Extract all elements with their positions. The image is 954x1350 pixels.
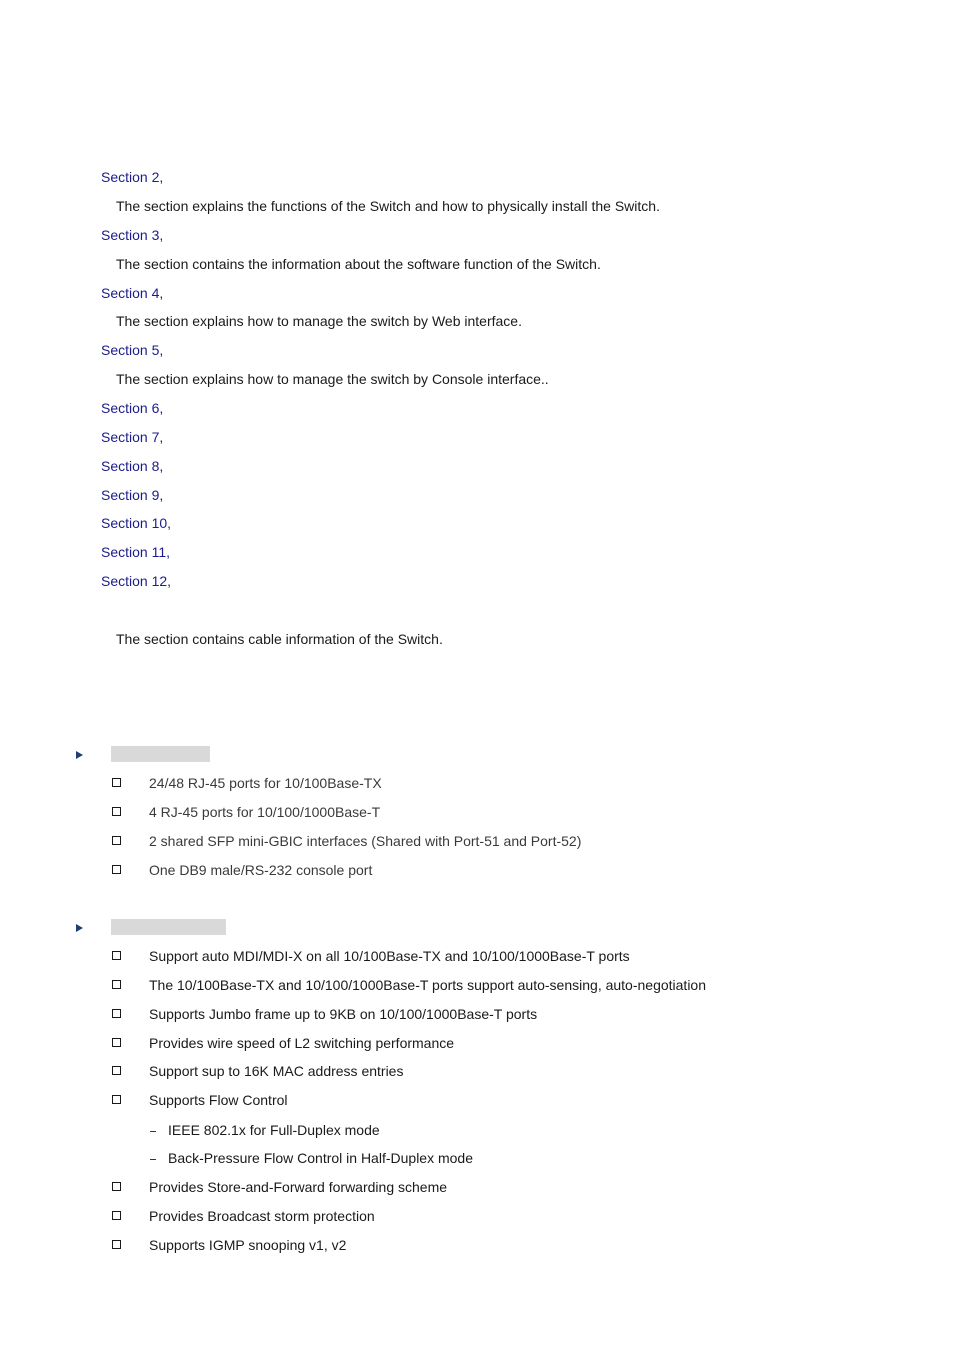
checkbox-icon (112, 1066, 121, 1075)
section-label: Section 8 (101, 458, 160, 474)
section-suffix: , (167, 573, 172, 589)
section-label: Section 4 (101, 285, 160, 301)
section-label: Section 9 (101, 487, 160, 503)
checkbox-icon (112, 778, 121, 787)
section-suffix: , (167, 515, 172, 531)
section-label: Section 11 (101, 544, 167, 560)
section-suffix: , (159, 487, 164, 503)
section-12-link[interactable] (101, 573, 171, 590)
list-item: Supports Jumbo frame up to 9KB on 10/100/1000Base-T ports (149, 1006, 538, 1022)
section-4-description: The section explains how to manage the switch by Web interface. (116, 313, 522, 329)
section-label: Section 2 (101, 169, 160, 185)
checkbox-icon (112, 865, 121, 874)
section-4-link[interactable] (101, 285, 163, 302)
list-item: Provides Store-and-Forward forwarding scheme (149, 1179, 448, 1195)
section-6-link[interactable] (101, 400, 163, 417)
list-item: Supports IGMP snooping v1, v2 (149, 1237, 347, 1253)
section-suffix: , (159, 227, 164, 243)
list-item: Provides Broadcast storm protection (149, 1208, 375, 1224)
section-label: Section 12 (101, 573, 168, 589)
sub-list-item: IEEE 802.1x for Full-Duplex mode (168, 1122, 380, 1138)
section-3-link[interactable] (101, 227, 163, 244)
checkbox-icon (112, 1038, 121, 1047)
section-suffix: , (159, 169, 164, 185)
dash-bullet-icon (150, 1131, 156, 1132)
list-item: One DB9 male/RS-232 console port (149, 862, 373, 878)
section-suffix: , (159, 342, 164, 358)
heading-placeholder-bar (111, 919, 226, 935)
section-3-description: The section contains the information about the software function of the Switch. (116, 256, 601, 272)
checkbox-icon (112, 1095, 121, 1104)
checkbox-icon (112, 1182, 121, 1191)
list-item: Supports Flow Control (149, 1092, 288, 1108)
list-item: 2 shared SFP mini-GBIC interfaces (Shared with Port-51 and Port-52) (149, 833, 582, 849)
arrow-bullet-icon (76, 924, 83, 932)
checkbox-icon (112, 807, 121, 816)
checkbox-icon (112, 1240, 121, 1249)
section-7-link[interactable] (101, 429, 163, 446)
section-11-link[interactable] (101, 544, 170, 561)
checkbox-icon (112, 1009, 121, 1018)
section-suffix: , (159, 400, 164, 416)
list-item: 24/48 RJ-45 ports for 10/100Base-TX (149, 775, 382, 791)
list-item: The 10/100Base-TX and 10/100/1000Base-T ports support auto-sensing, auto-negotiation (149, 977, 707, 993)
checkbox-icon (112, 836, 121, 845)
section-9-link[interactable] (101, 487, 163, 504)
section-10-link[interactable] (101, 515, 171, 532)
section-2-description: The section explains the functions of the Switch and how to physically install the Switch. (116, 198, 660, 214)
dash-bullet-icon (150, 1159, 156, 1160)
checkbox-icon (112, 1211, 121, 1220)
section-5-link[interactable] (101, 342, 163, 359)
sub-list-item: Back-Pressure Flow Control in Half-Duplex mode (168, 1150, 473, 1166)
section-label: Section 3 (101, 227, 160, 243)
list-item: Support sup to 16K MAC address entries (149, 1063, 404, 1079)
section-5-description: The section explains how to manage the switch by Console interface.. (116, 371, 549, 387)
section-label: Section 7 (101, 429, 160, 445)
section-8-link[interactable] (101, 458, 163, 475)
section-suffix: , (166, 544, 171, 560)
section-suffix: , (159, 285, 164, 301)
list-item: Provides wire speed of L2 switching performance (149, 1035, 455, 1051)
cable-description: The section contains cable information of the Switch. (116, 631, 443, 647)
section-label: Section 10 (101, 515, 168, 531)
list-item: 4 RJ-45 ports for 10/100/1000Base-T (149, 804, 381, 820)
arrow-bullet-icon (76, 751, 83, 759)
section-label: Section 5 (101, 342, 160, 358)
heading-placeholder-bar (111, 746, 210, 762)
checkbox-icon (112, 980, 121, 989)
list-item: Support auto MDI/MDI-X on all 10/100Base-TX and 10/100/1000Base-T ports (149, 948, 630, 964)
section-label: Section 6 (101, 400, 160, 416)
section-suffix: , (159, 458, 164, 474)
section-suffix: , (159, 429, 164, 445)
section-2-link[interactable] (101, 169, 163, 186)
checkbox-icon (112, 951, 121, 960)
